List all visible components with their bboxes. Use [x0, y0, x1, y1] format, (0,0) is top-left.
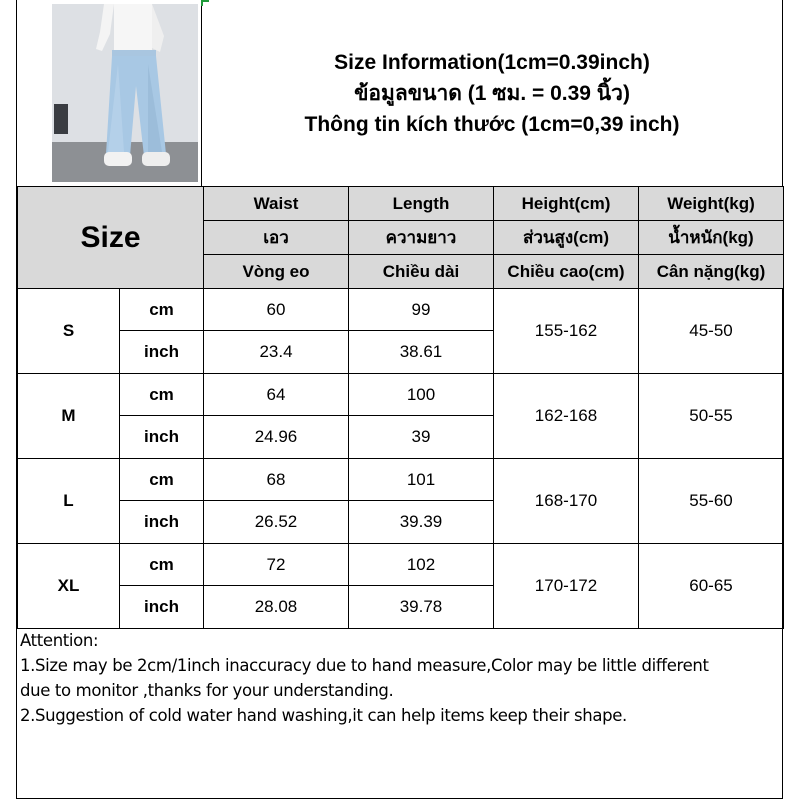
length-inch: 39.39 [349, 501, 494, 544]
length-cm: 99 [349, 289, 494, 331]
table-row-l-cm [18, 459, 784, 501]
waist-inch: 26.52 [204, 501, 349, 544]
header-weight: Weight(kg) [639, 187, 784, 221]
table-row-xl-cm [18, 544, 784, 586]
title-vietnamese: Thông tin kích thước (1cm=0,39 inch) [304, 112, 680, 136]
unit-cm: cm [120, 289, 204, 331]
height-range: 162-168 [494, 374, 639, 459]
waist-inch: 28.08 [204, 586, 349, 629]
unit-cm: cm [120, 544, 204, 586]
title-english: Size Information(1cm=0.39inch) [334, 50, 650, 74]
waist-inch: 23.4 [204, 331, 349, 374]
notes-heading: Attention: [20, 631, 99, 650]
length-cm: 100 [349, 374, 494, 416]
length-cm: 102 [349, 544, 494, 586]
unit-cm: cm [120, 459, 204, 501]
header-weight-th: น้ำหนัก(kg) [639, 221, 784, 255]
size-s: S [18, 289, 120, 374]
length-inch: 39 [349, 416, 494, 459]
notes-line-1: 1.Size may be 2cm/1inch inaccuracy due to hand measure,Color may be little different [20, 656, 709, 675]
length-cm: 101 [349, 459, 494, 501]
weight-range: 60-65 [639, 544, 784, 629]
header-height-th: ส่วนสูง(cm) [494, 221, 639, 255]
height-range: 170-172 [494, 544, 639, 629]
header-height: Height(cm) [494, 187, 639, 221]
size-l: L [18, 459, 120, 544]
waist-cm: 64 [204, 374, 349, 416]
attention-notes [20, 628, 780, 728]
size-info-title [202, 0, 782, 186]
size-header: Size [18, 187, 204, 289]
header-length-th: ความยาว [349, 221, 494, 255]
unit-cm: cm [120, 374, 204, 416]
title-thai: ข้อมูลขนาด (1 ซม. = 0.39 นิ้ว) [354, 81, 630, 105]
notes-line-3: 2.Suggestion of cold water hand washing,it can help items keep their shape. [20, 706, 627, 725]
header-length: Length [349, 187, 494, 221]
unit-inch: inch [120, 501, 204, 544]
unit-inch: inch [120, 331, 204, 374]
size-m: M [18, 374, 120, 459]
length-inch: 38.61 [349, 331, 494, 374]
height-range: 155-162 [494, 289, 639, 374]
header-row-english [18, 187, 784, 221]
jeans-photo-icon [52, 4, 198, 182]
model-wearing-wide-leg-jeans-photo [52, 4, 198, 182]
unit-inch: inch [120, 416, 204, 459]
waist-inch: 24.96 [204, 416, 349, 459]
unit-inch: inch [120, 586, 204, 629]
size-table [17, 186, 784, 629]
header-waist-th: เอว [204, 221, 349, 255]
height-range: 168-170 [494, 459, 639, 544]
header-waist: Waist [204, 187, 349, 221]
product-photo-box [17, 0, 202, 186]
header-length-vi: Chiều dài [349, 255, 494, 289]
weight-range: 45-50 [639, 289, 784, 374]
size-xl: XL [18, 544, 120, 629]
table-row-m-cm [18, 374, 784, 416]
length-inch: 39.78 [349, 586, 494, 629]
weight-range: 55-60 [639, 459, 784, 544]
waist-cm: 72 [204, 544, 349, 586]
header-waist-vi: Vòng eo [204, 255, 349, 289]
header-weight-vi: Cân nặng(kg) [639, 255, 784, 289]
table-row-s-cm [18, 289, 784, 331]
weight-range: 50-55 [639, 374, 784, 459]
header-height-vi: Chiều cao(cm) [494, 255, 639, 289]
waist-cm: 68 [204, 459, 349, 501]
notes-line-2: due to monitor ,thanks for your understanding. [20, 681, 394, 700]
waist-cm: 60 [204, 289, 349, 331]
